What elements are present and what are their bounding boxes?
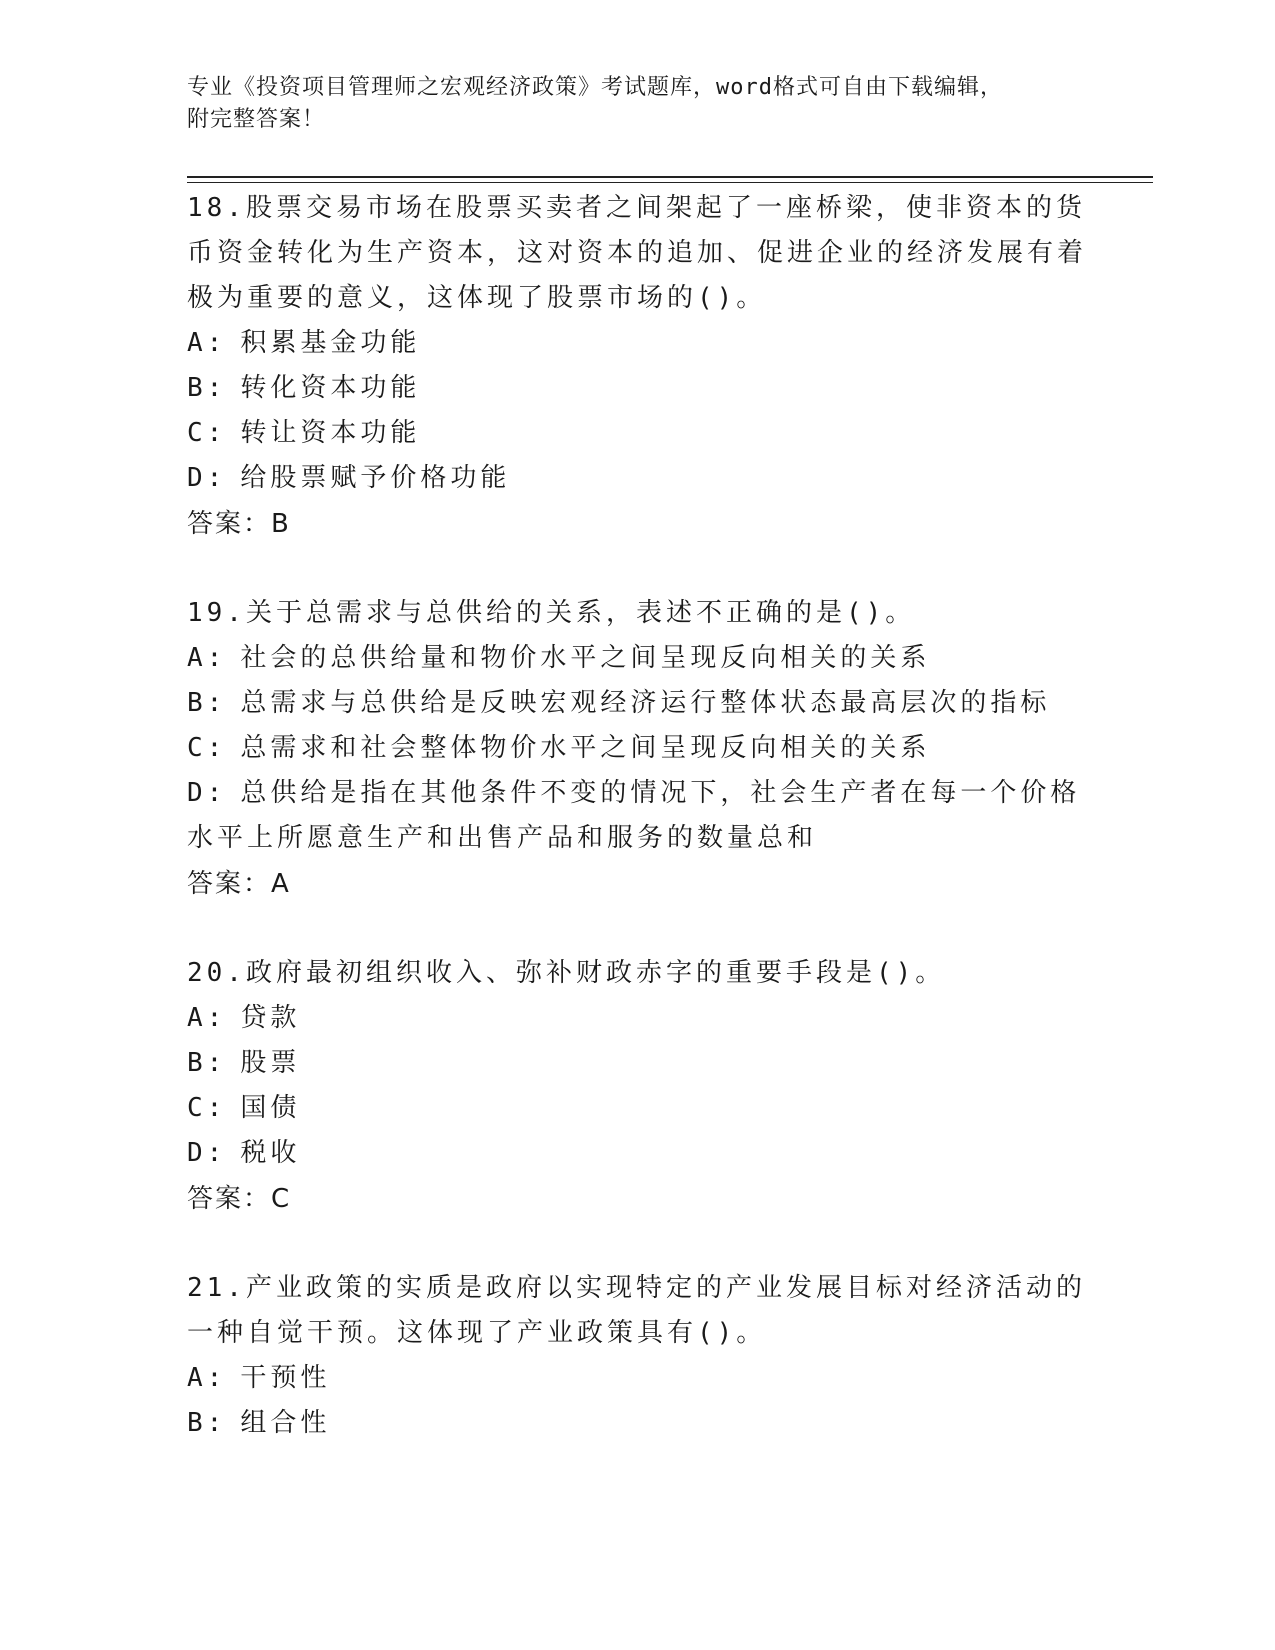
option-text: 社会的总供给量和物价水平之间呈现反向相关的关系	[240, 643, 931, 673]
option-key: B:	[187, 688, 227, 718]
header-divider-thick	[187, 176, 1153, 178]
question-text: 关于总需求与总供给的关系，表述不正确的是()。	[245, 598, 916, 628]
option-text: 积累基金功能	[240, 328, 421, 358]
option-a	[187, 321, 1087, 366]
option-key: D:	[187, 1138, 227, 1168]
option-key: D:	[187, 778, 227, 808]
option-d	[187, 456, 1087, 501]
option-key: C:	[187, 1093, 227, 1123]
option-key: A:	[187, 328, 227, 358]
option-key: D:	[187, 463, 227, 493]
answer-label: 答案：	[187, 1184, 272, 1214]
answer-line	[187, 861, 1087, 907]
option-b	[187, 681, 1087, 726]
option-b	[187, 366, 1087, 411]
option-c	[187, 1086, 1087, 1131]
answer-label: 答案：	[187, 869, 272, 899]
question-18	[187, 186, 1087, 547]
option-key: A:	[187, 1003, 227, 1033]
answer-value: C	[271, 1184, 292, 1214]
answer-line	[187, 501, 1087, 547]
question-stem	[187, 951, 1087, 996]
option-c	[187, 411, 1087, 456]
option-a	[187, 636, 1087, 681]
option-a	[187, 1356, 1087, 1401]
option-text: 转让资本功能	[240, 418, 421, 448]
answer-line	[187, 1176, 1087, 1222]
answer-value: B	[271, 509, 291, 539]
question-20	[187, 951, 1087, 1222]
option-text: 税收	[240, 1138, 301, 1168]
question-number: 21.	[187, 1273, 246, 1303]
option-text: 总供给是指在其他条件不变的情况下，社会生产者在每一个价格水平上所愿意生产和出售产品和服务的数量总和	[187, 778, 1081, 853]
option-c	[187, 726, 1087, 771]
answer-label: 答案：	[187, 509, 272, 539]
question-number: 19.	[187, 598, 246, 628]
option-key: B:	[187, 1408, 227, 1438]
option-key: B:	[187, 1048, 227, 1078]
option-key: A:	[187, 643, 227, 673]
question-text: 政府最初组织收入、弥补财政赤字的重要手段是()。	[245, 958, 946, 988]
option-key: C:	[187, 418, 227, 448]
option-text: 干预性	[240, 1363, 331, 1393]
option-text: 总需求与总供给是反映宏观经济运行整体状态最高层次的指标	[240, 688, 1051, 718]
question-21	[187, 1266, 1087, 1446]
option-text: 转化资本功能	[240, 373, 421, 403]
option-d	[187, 771, 1087, 861]
header-line-2: 附完整答案！	[187, 107, 326, 132]
question-stem	[187, 1266, 1087, 1356]
option-key: C:	[187, 733, 227, 763]
question-text: 股票交易市场在股票买卖者之间架起了一座桥梁，使非资本的货币资金转化为生产资本，这对资本的追加、促进企业的经济发展有着极为重要的意义，这体现了股票市场的()。	[187, 193, 1088, 313]
option-b	[187, 1401, 1087, 1446]
option-d	[187, 1131, 1087, 1176]
option-text: 给股票赋予价格功能	[240, 463, 511, 493]
option-text: 贷款	[240, 1003, 301, 1033]
question-stem	[187, 591, 1087, 636]
option-text: 总需求和社会整体物价水平之间呈现反向相关的关系	[240, 733, 931, 763]
question-list	[187, 186, 1087, 1490]
option-b	[187, 1041, 1087, 1086]
option-text: 国债	[240, 1093, 301, 1123]
option-key: B:	[187, 373, 227, 403]
option-text: 组合性	[240, 1408, 331, 1438]
question-19	[187, 591, 1087, 907]
option-a	[187, 996, 1087, 1041]
answer-value: A	[271, 869, 291, 899]
document-header	[187, 72, 1067, 136]
question-number: 20.	[187, 958, 246, 988]
question-number: 18.	[187, 193, 246, 223]
option-key: A:	[187, 1363, 227, 1393]
option-text: 股票	[240, 1048, 301, 1078]
header-line-1: 专业《投资项目管理师之宏观经济政策》考试题库，word格式可自由下载编辑，	[187, 75, 1003, 100]
question-text: 产业政策的实质是政府以实现特定的产业发展目标对经济活动的一种自觉干预。这体现了产业政策具有()。	[187, 1273, 1086, 1348]
header-divider-thin	[187, 182, 1153, 183]
question-stem	[187, 186, 1087, 321]
